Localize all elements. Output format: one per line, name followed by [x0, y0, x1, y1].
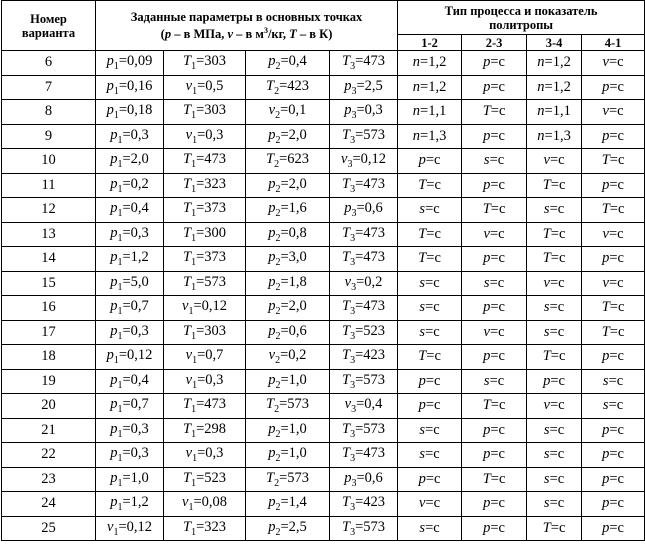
process-col-header: 3-4 [527, 35, 582, 51]
parameter-cell: $p_1=1,2$ [96, 247, 164, 272]
parameter-cell: $T_1=300$ [164, 222, 246, 247]
parameter-cell: $v_1=0,3$ [164, 443, 246, 468]
process-cell: n=1,2 [527, 75, 582, 100]
process-cell: s=c [527, 443, 582, 468]
variant-number-cell: 24 [2, 492, 96, 517]
parameter-cell: $p_2=1,0$ [246, 418, 330, 443]
process-cell: s=c [582, 369, 645, 394]
parameter-cell: $T_2=423$ [246, 75, 330, 100]
parameter-cell: $v_3=0,12$ [330, 149, 398, 174]
process-cell: T=c [398, 222, 462, 247]
process-cell: p=c [462, 124, 527, 149]
process-cell: T=c [582, 296, 645, 321]
process-cell: p=c [462, 418, 527, 443]
parameter-cell: $p_1=0,4$ [96, 369, 164, 394]
process-cell: p=c [582, 467, 645, 492]
parameter-cell: $v_3=0,2$ [330, 271, 398, 296]
parameter-cell: $p_2=1,4$ [246, 492, 330, 517]
table-row [2, 516, 645, 541]
parameter-cell: $p_2=2,5$ [246, 516, 330, 541]
process-cell: v=c [527, 149, 582, 174]
parameters-header-line1: Заданные параметры в основных точках [130, 9, 363, 24]
process-cell: s=c [582, 394, 645, 419]
process-cell: T=c [582, 149, 645, 174]
parameter-cell: $T_3=423$ [330, 492, 398, 517]
process-cell: p=c [582, 492, 645, 517]
table-row [2, 320, 645, 345]
parameter-cell: $T_1=473$ [164, 394, 246, 419]
process-cell: n=1,1 [527, 100, 582, 125]
process-type-header [398, 1, 645, 35]
parameter-cell: $p_2=1,8$ [246, 271, 330, 296]
process-cell: T=c [462, 198, 527, 223]
process-cell: s=c [462, 369, 527, 394]
table-row [2, 492, 645, 517]
table-row [2, 247, 645, 272]
process-cell: s=c [527, 418, 582, 443]
parameter-cell: $p_1=0,7$ [96, 296, 164, 321]
parameter-cell: $T_2=573$ [246, 467, 330, 492]
process-cell: n=1,2 [398, 75, 462, 100]
process-cell: p=c [398, 467, 462, 492]
parameter-cell: $T_1=303$ [164, 320, 246, 345]
table-row [2, 149, 645, 174]
process-col-header: 2-3 [462, 35, 527, 51]
process-cell: n=1,2 [527, 51, 582, 76]
parameter-cell: $p_2=1,0$ [246, 443, 330, 468]
parameter-cell: $p_3=0,3$ [330, 100, 398, 125]
parameter-cell: $T_3=473$ [330, 51, 398, 76]
process-cell: s=c [527, 467, 582, 492]
table-row [2, 345, 645, 370]
parameter-cell: $T_3=473$ [330, 173, 398, 198]
variant-number-cell: 20 [2, 394, 96, 419]
process-cell: p=c [462, 296, 527, 321]
table-row [2, 418, 645, 443]
table-row [2, 296, 645, 321]
table-row [2, 124, 645, 149]
variant-number-cell: 15 [2, 271, 96, 296]
parameter-cell: $T_2=623$ [246, 149, 330, 174]
parameter-cell: $T_3=573$ [330, 516, 398, 541]
parameter-cell: $T_3=473$ [330, 443, 398, 468]
parameter-cell: $T_3=573$ [330, 369, 398, 394]
parameter-cell: $T_1=523$ [164, 467, 246, 492]
variant-number-cell: 8 [2, 100, 96, 125]
variant-number-cell: 7 [2, 75, 96, 100]
parameter-cell: $T_1=298$ [164, 418, 246, 443]
process-cell: T=c [582, 320, 645, 345]
process-cell: p=c [527, 369, 582, 394]
variant-number-cell: 11 [2, 173, 96, 198]
variant-number-cell: 23 [2, 467, 96, 492]
process-cell: v=c [582, 222, 645, 247]
parameter-cell: $p_1=0,12$ [96, 345, 164, 370]
parameter-cell: $p_1=2,0$ [96, 149, 164, 174]
table-row [2, 173, 645, 198]
table-row [2, 100, 645, 125]
process-cell: n=1,2 [398, 51, 462, 76]
process-cell: p=c [582, 418, 645, 443]
parameter-cell: $p_2=0,8$ [246, 222, 330, 247]
variant-number-cell: 9 [2, 124, 96, 149]
variant-number-cell: 19 [2, 369, 96, 394]
parameter-cell: $T_3=473$ [330, 247, 398, 272]
process-cell: v=c [462, 320, 527, 345]
parameter-cell: $T_1=323$ [164, 173, 246, 198]
process-cell: p=c [582, 247, 645, 272]
table-row [2, 75, 645, 100]
process-cell: T=c [462, 467, 527, 492]
process-cell: p=c [582, 516, 645, 541]
parameters-header-line2: (p – в МПа, v – в $м^3/кг$, T – в К) [160, 25, 333, 42]
parameter-cell: $T_1=303$ [164, 100, 246, 125]
variant-number-cell: 16 [2, 296, 96, 321]
parameter-cell: $p_1=0,7$ [96, 394, 164, 419]
table-row [2, 394, 645, 419]
parameter-cell: $p_1=0,3$ [96, 418, 164, 443]
process-cell: T=c [398, 173, 462, 198]
parameter-cell: $v_1=0,12$ [96, 516, 164, 541]
parameter-cell: $T_1=373$ [164, 198, 246, 223]
process-cell: s=c [398, 516, 462, 541]
process-cell: p=c [582, 443, 645, 468]
parameter-cell: $p_1=0,09$ [96, 51, 164, 76]
process-cell: T=c [398, 345, 462, 370]
process-cell: T=c [527, 173, 582, 198]
table-row [2, 51, 645, 76]
process-cell: s=c [398, 198, 462, 223]
variant-number-cell: 21 [2, 418, 96, 443]
parameter-cell: $v_3=0,4$ [330, 394, 398, 419]
parameter-cell: $T_2=573$ [246, 394, 330, 419]
parameter-cell: $p_1=0,3$ [96, 124, 164, 149]
parameter-cell: $v_1=0,7$ [164, 345, 246, 370]
process-cell: v=c [527, 271, 582, 296]
parameter-cell: $p_2=2,0$ [246, 296, 330, 321]
table-row [2, 222, 645, 247]
variant-number-cell: 6 [2, 51, 96, 76]
parameter-cell: $p_1=0,2$ [96, 173, 164, 198]
variant-number-header [2, 1, 96, 51]
parameter-cell: $T_1=473$ [164, 149, 246, 174]
process-cell: T=c [582, 198, 645, 223]
process-header-line2: политропы [489, 17, 554, 32]
process-cell: s=c [527, 296, 582, 321]
parameter-cell: $T_3=573$ [330, 124, 398, 149]
variant-number-cell: 25 [2, 516, 96, 541]
process-cell: n=1,3 [527, 124, 582, 149]
table-row [2, 198, 645, 223]
parameter-cell: $T_1=373$ [164, 247, 246, 272]
variant-header-line1: Номер [30, 11, 67, 26]
process-cell: v=c [582, 271, 645, 296]
parameter-cell: $v_2=0,2$ [246, 345, 330, 370]
parameter-cell: $v_1=0,5$ [164, 75, 246, 100]
process-cell: p=c [462, 247, 527, 272]
table-body [2, 51, 645, 541]
parameters-header [96, 1, 398, 51]
process-cell: v=c [582, 51, 645, 76]
parameter-cell: $p_1=0,3$ [96, 443, 164, 468]
parameter-cell: $v_1=0,12$ [164, 296, 246, 321]
process-cell: s=c [462, 271, 527, 296]
process-cell: T=c [527, 247, 582, 272]
parameter-cell: $p_3=0,6$ [330, 198, 398, 223]
parameter-cell: $T_3=523$ [330, 320, 398, 345]
process-cell: s=c [398, 271, 462, 296]
process-header-line1: Тип процесса и показатель [444, 3, 598, 18]
process-col-header: 1-2 [398, 35, 462, 51]
parameter-cell: $p_1=0,16$ [96, 75, 164, 100]
parameter-cell: $T_1=323$ [164, 516, 246, 541]
variants-table [1, 0, 645, 541]
process-cell: s=c [398, 418, 462, 443]
process-cell: v=c [527, 394, 582, 419]
parameter-cell: $T_3=573$ [330, 418, 398, 443]
process-cell: p=c [398, 369, 462, 394]
process-cell: p=c [462, 51, 527, 76]
parameter-cell: $p_3=2,5$ [330, 75, 398, 100]
variant-number-cell: 13 [2, 222, 96, 247]
parameter-cell: $T_1=573$ [164, 271, 246, 296]
parameter-cell: $v_1=0,3$ [164, 369, 246, 394]
process-cell: s=c [398, 296, 462, 321]
process-cell: p=c [462, 516, 527, 541]
parameter-cell: $p_1=1,0$ [96, 467, 164, 492]
process-col-header: 4-1 [582, 35, 645, 51]
variant-header-line2: варианта [21, 25, 76, 40]
process-cell: T=c [462, 394, 527, 419]
parameter-cell: $p_3=0,6$ [330, 467, 398, 492]
parameter-cell: $p_2=2,0$ [246, 173, 330, 198]
process-cell: T=c [462, 100, 527, 125]
process-cell: p=c [582, 75, 645, 100]
parameter-cell: $p_2=1,6$ [246, 198, 330, 223]
process-cell: v=c [462, 222, 527, 247]
parameter-cell: $T_1=303$ [164, 51, 246, 76]
parameter-cell: $v_2=0,1$ [246, 100, 330, 125]
variant-number-cell: 22 [2, 443, 96, 468]
parameter-cell: $p_1=5,0$ [96, 271, 164, 296]
variant-number-cell: 17 [2, 320, 96, 345]
parameter-cell: $p_1=0,3$ [96, 222, 164, 247]
parameter-cell: $p_1=0,3$ [96, 320, 164, 345]
process-cell: T=c [527, 516, 582, 541]
parameter-cell: $p_2=1,0$ [246, 369, 330, 394]
process-cell: p=c [462, 75, 527, 100]
process-cell: n=1,1 [398, 100, 462, 125]
variant-number-cell: 12 [2, 198, 96, 223]
parameter-cell: $p_2=3,0$ [246, 247, 330, 272]
process-cell: p=c [582, 345, 645, 370]
parameter-cell: $p_1=0,4$ [96, 198, 164, 223]
process-cell: T=c [527, 222, 582, 247]
parameter-cell: $T_3=473$ [330, 222, 398, 247]
process-cell: s=c [527, 320, 582, 345]
parameter-cell: $T_3=473$ [330, 296, 398, 321]
parameter-cell: $p_2=2,0$ [246, 124, 330, 149]
table-row [2, 271, 645, 296]
process-cell: p=c [462, 492, 527, 517]
table-row [2, 467, 645, 492]
process-cell: s=c [527, 198, 582, 223]
process-cell: n=1,3 [398, 124, 462, 149]
variant-number-cell: 10 [2, 149, 96, 174]
parameter-cell: $v_1=0,3$ [164, 124, 246, 149]
process-cell: p=c [462, 345, 527, 370]
process-cell: p=c [398, 394, 462, 419]
process-cell: p=c [582, 124, 645, 149]
parameter-cell: $p_2=0,6$ [246, 320, 330, 345]
parameter-cell: $v_1=0,08$ [164, 492, 246, 517]
process-cell: s=c [398, 443, 462, 468]
parameter-cell: $T_3=423$ [330, 345, 398, 370]
variant-number-cell: 14 [2, 247, 96, 272]
process-cell: s=c [398, 320, 462, 345]
process-cell: s=c [527, 492, 582, 517]
table-row [2, 369, 645, 394]
process-cell: v=c [398, 492, 462, 517]
process-cell: T=c [527, 345, 582, 370]
parameter-cell: $p_1=1,2$ [96, 492, 164, 517]
process-cell: p=c [462, 173, 527, 198]
process-cell: T=c [398, 247, 462, 272]
parameter-cell: $p_2=0,4$ [246, 51, 330, 76]
process-cell: v=c [582, 100, 645, 125]
process-cell: s=c [462, 149, 527, 174]
parameter-cell: $p_1=0,18$ [96, 100, 164, 125]
process-cell: p=c [462, 443, 527, 468]
process-cell: p=c [582, 173, 645, 198]
table-row [2, 443, 645, 468]
process-cell: p=c [398, 149, 462, 174]
variant-number-cell: 18 [2, 345, 96, 370]
